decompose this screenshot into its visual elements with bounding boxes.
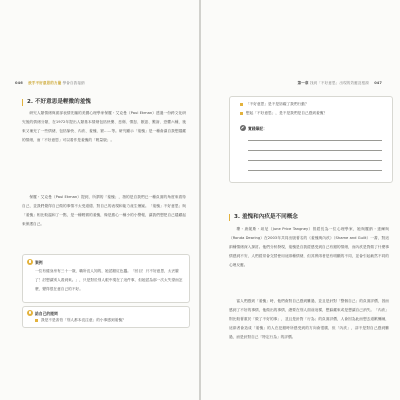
tip-box [22, 306, 190, 328]
practice-label: 實踐筆記： [248, 125, 267, 131]
question-box [229, 96, 393, 183]
paragraph: 當人們感到「羞愧」時，他們會對自己感到難過，並且是針對「整個自己」的負面評價，因而感到了不好的事情，他做出的事情，總要在別人面前這樣，想躲藏來或是想讓自己消失。「內疚」則比較著重於「做了不好的事」，並且是針對「行為」的負面評價，人會因為此而想去道歉彌補，這兩者會造成「羞愧」的人在犯錯時所感受到的方向會很廣，但「內疚」，卻不是對自己感到難過，而是針對自己「特定行為」的評價。 [229, 299, 389, 340]
tip-label: 給自己的提問 [35, 310, 58, 316]
paragraph: 瓊・唐妮斯・坦尼（June Price Tangney）曾經長為一位心理學家，她與羅納・達爾與（Ronda Dearing）在2003年共同出版著名的《羞愧與內疚》（Shame and Guilt）一書，對這兩種情緒深入探討。他們分析發現，羞愧是自我經感受到自己有錯的情緒，而內疚是對做了什麼事情感到不安，人們經常會交替使用這兩種情緒，但其實兩者是有明顯的不同，並會引起截然不同的心理反應。 [229, 227, 389, 268]
book-title: 放手不好意思的力量 [28, 81, 62, 85]
case-label: 案例 [35, 259, 43, 265]
section-heading-3: 3. 羞愧和內疚是不同概念 [229, 214, 298, 221]
lightbulb-icon [27, 310, 33, 316]
checkbox-icon [240, 112, 243, 115]
case-icon [27, 259, 33, 265]
writing-line [248, 170, 382, 171]
chapter-label: 第一章 [297, 81, 309, 85]
writing-line [248, 150, 382, 151]
checkbox-icon [240, 103, 243, 106]
running-head-right [297, 81, 386, 86]
page-number-left: 046 [15, 81, 23, 85]
writing-line [248, 140, 382, 141]
left-page [0, 0, 199, 400]
writing-line [248, 160, 382, 161]
tip-question: 我是不是害怕「別人都本沒注意」的小事感到羞愧？ [35, 318, 126, 323]
book-subtitle: 學會自我接納 [62, 81, 85, 85]
running-head-left [11, 81, 85, 86]
chapter-title: 找到「不好意思」出現的效應及根源 [309, 81, 369, 85]
question-item: 「不好意思」是不是妨礙了我們行動？ [240, 102, 309, 107]
pencil-icon [240, 125, 246, 131]
paragraph: 保羅・艾克曼（Paul Ekman）提到，所謂的「羞愧」，指的是自我們已一種負面的角度來看待自己，並我們覺得自己做的事情不太受道德、對自己的表現和能力產生懷疑。「羞愧」不好意思」與「羞愧」相比較溫和了一點，是一種輕微的羞愧，像是擔心一種小的小警報，讓我們想把自己隱藏起來保護自己。 [22, 195, 186, 227]
section-heading-2: 2. 不好意思是輕微的羞愧 [22, 99, 91, 106]
case-text: 一位有健身房有三十一歲，職所沒人知的，她認錯紅色蠢。「回目！只不好意思，太丟臉了！討想讓別人看到來。」，只是對於別人眼中現在了這件事，但她認為那一次太失望而怎麼，變得很在意自己的不好。 [35, 269, 183, 291]
page-number-right: 047 [374, 81, 382, 85]
question-item: 想起「不好意思」，是不是我們是自己感到羞愧？ [240, 111, 327, 116]
checkbox-icon [35, 319, 38, 322]
right-page [201, 0, 400, 400]
paragraph: 研究人類情緒與面部表情先驅的美國心理學家保羅・艾克曼（Paul Ekman）透過一份跨文化研究後的情緒分類，在1972年提出人類基本情緒包括快樂、悲傷、憤怒、厭惡、驚訝、恐懼六種，後來又補充了一些情緒，包括愉快、內疚、羞愧、窘……等。研究顯示「羞愧」是一種會讓自我想隱藏的情緒，而「不好意思」可以看作是羞愧的「輕量版」。 [22, 111, 186, 143]
case-box [22, 254, 190, 303]
